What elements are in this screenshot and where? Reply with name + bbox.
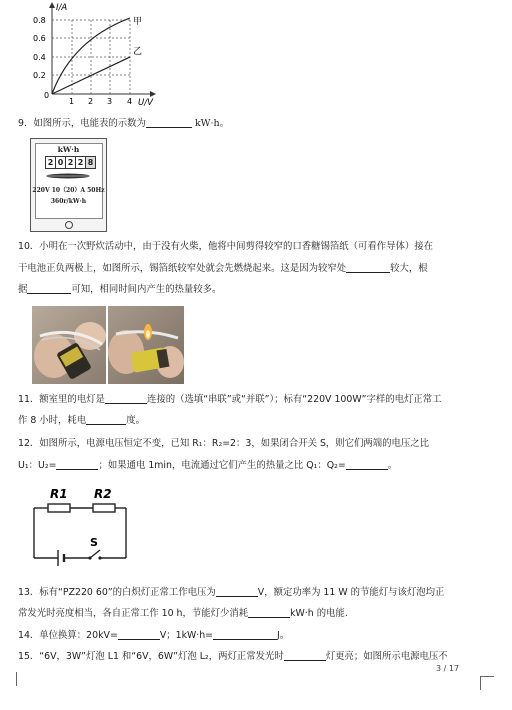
crop-mark-left: [16, 672, 17, 686]
y-tick: 0.8: [33, 16, 46, 25]
x-tick: 4: [127, 97, 133, 106]
page-number: 3 / 17: [436, 664, 460, 673]
crop-mark-right-h: [480, 676, 494, 677]
resistor-r1-label: R1: [50, 487, 68, 501]
meter-digit: 2: [66, 156, 76, 169]
answer-blank[interactable]: [346, 459, 388, 470]
curve-yi-label: 乙: [133, 47, 143, 57]
answer-blank[interactable]: [248, 607, 290, 618]
answer-blank[interactable]: [27, 283, 71, 294]
switch-label: S: [90, 536, 98, 549]
meter-digit: 2: [76, 156, 86, 169]
question-12-line-1: 12．如图所示，电源电压恒定不变，已知 R₁：R₂=2：3，如果闭合开关 S，则它们两端的电压之比: [18, 438, 430, 449]
meter-digits: [45, 156, 96, 169]
question-10-line-1: 10．小明在一次野炊活动中，由于没有火柴，他将中间剪得较窄的口香糖锡箔纸（可看作导体）接在: [18, 241, 434, 252]
answer-blank[interactable]: [146, 117, 192, 128]
meter-spec: 220V 10（20）A 50Hz: [32, 187, 105, 194]
x-axis-label: U/V: [138, 98, 153, 108]
x-tick: 2: [88, 97, 94, 106]
current-voltage-graph: [30, 0, 160, 108]
x-tick: 1: [69, 97, 75, 106]
meter-digit-decimal: 8: [86, 156, 96, 169]
question-11-line-1: 11．额室里的电灯是 连接的（选填“串联”或“并联”）；标有“220V 100W”字样的电灯正常工: [18, 394, 442, 405]
answer-blank[interactable]: [216, 586, 258, 597]
meter-rate: 360r/kW·h: [50, 198, 87, 205]
answer-blank[interactable]: [118, 629, 160, 640]
resistor-r2-label: R2: [94, 487, 112, 501]
y-tick: 0.6: [33, 34, 46, 43]
circuit-diagram: [28, 478, 138, 570]
answer-blank[interactable]: [86, 414, 126, 425]
crop-mark-right-v: [480, 676, 481, 690]
meter-screw-icon: [65, 221, 73, 229]
curve-jia-label: 甲: [133, 17, 143, 27]
question-10-line-3: 据 可知，相同时间内产生的热量较多。: [18, 284, 222, 295]
foil-battery-photo-left: [32, 306, 106, 384]
resistor-r1: [48, 504, 70, 512]
question-11-line-2: 作 8 小时，耗电 度。: [18, 415, 145, 426]
answer-blank[interactable]: [105, 393, 147, 404]
x-tick: 3: [107, 97, 113, 106]
foil-battery-photo-right: [108, 306, 184, 384]
meter-disc-icon: [43, 172, 93, 180]
answer-blank[interactable]: [346, 262, 390, 273]
question-15: 15．“6V，3W”灯泡 L1 和“6V，6W”灯泡 L₂，两灯正常发光时 灯更亮；如图所示电源电压不: [18, 651, 448, 662]
origin-label: 0: [44, 91, 50, 100]
question-9: 9．如图所示，电能表的示数为 kW·h。: [18, 118, 230, 129]
electric-meter: [30, 138, 107, 232]
y-tick: 0.4: [33, 53, 46, 62]
answer-blank[interactable]: [56, 459, 98, 470]
resistor-r2: [93, 504, 115, 512]
meter-unit: kW·h: [57, 145, 80, 154]
question-13-line-1: 13．标有“PZ220 60”的白炽灯正常工作电压为 V，额定功率为 11 W 的节能灯与该灯泡均正: [18, 587, 445, 598]
answer-blank[interactable]: [213, 629, 277, 640]
question-10-line-2: 干电池正负两极上，如图所示，锡箔纸较窄处就会先燃烧起来。这是因为较窄处 较大，根: [18, 263, 428, 274]
answer-blank[interactable]: [284, 650, 326, 661]
meter-digit: 0: [56, 156, 66, 169]
question-14: 14．单位换算：20kV= V；1kW·h= J。: [18, 630, 290, 641]
y-axis-label: I/A: [56, 3, 68, 13]
y-tick: 0.2: [33, 71, 46, 80]
question-12-line-2: U₁：U₂= ；如果通电 1min，电流通过它们产生的热量之比 Q₁：Q₂= 。: [18, 460, 398, 471]
question-13-line-2: 常发光时亮度相当，各自正常工作 10 h，节能灯少消耗 kW·h 的电能.: [18, 608, 348, 619]
meter-digit: 2: [45, 156, 56, 169]
